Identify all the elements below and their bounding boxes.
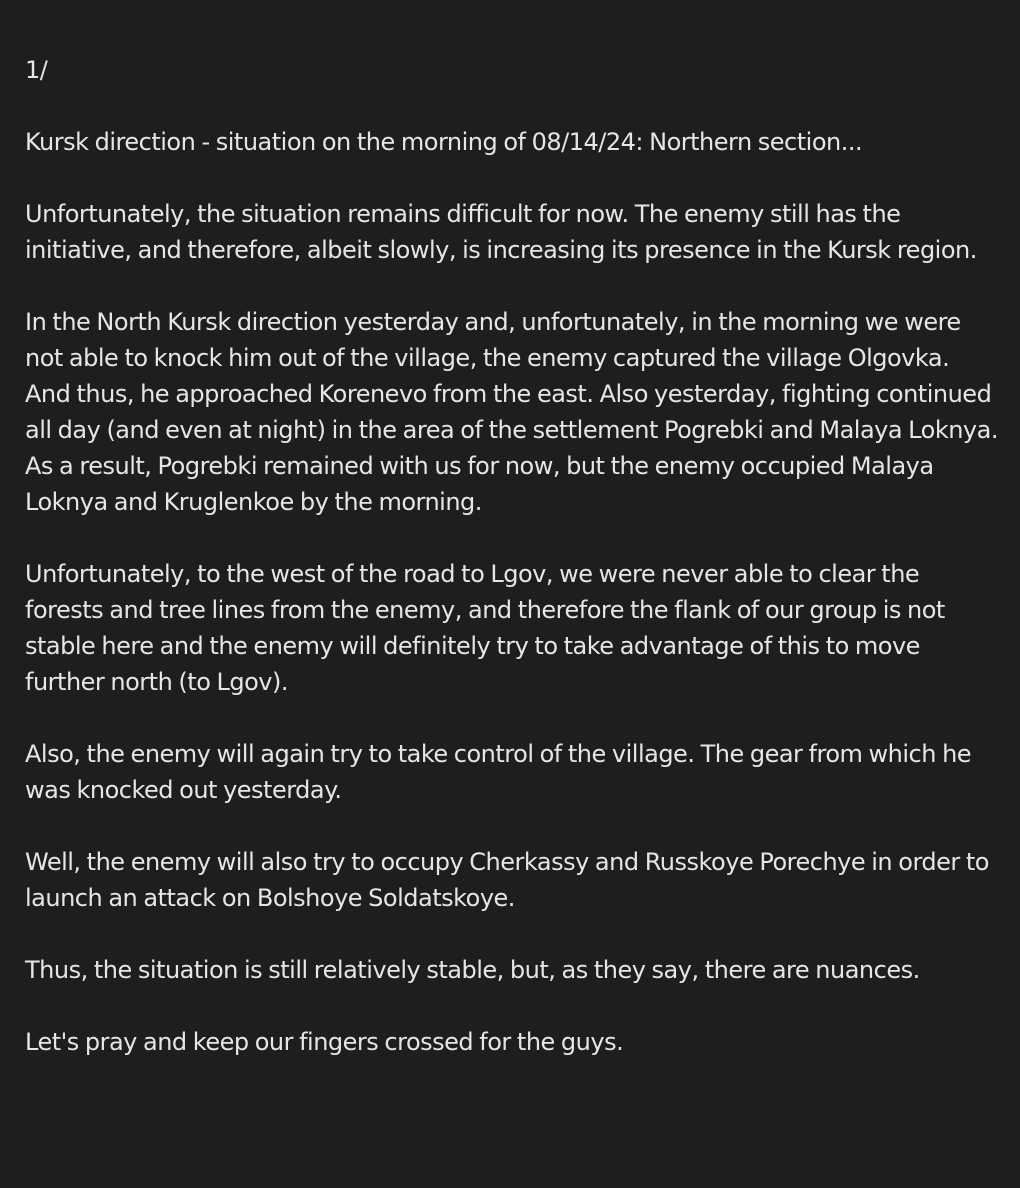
paragraph: Thus, the situation is still relatively stable, but, as they say, there are nuances. bbox=[25, 956, 920, 984]
paragraph: In the North Kursk direction yesterday and, unfortunately, in the morning we were not able to knock him out of the village, the enemy captured the village Olgovka. And thus, he approached Korenevo from the east. Also yesterday, fighting continued all day (and even at night) in the area of the settlement Pogrebki and Malaya Loknya. As a result, Pogrebki remained with us for now, but the enemy occupied Malaya Loknya and Kruglenkoe by the morning. bbox=[25, 308, 998, 516]
note-heading: Kursk direction - situation on the morning of 08/14/24: Northern section... bbox=[25, 128, 863, 156]
paragraph: Unfortunately, to the west of the road to Lgov, we were never able to clear the forests and tree lines from the enemy, and therefore the flank of our group is not stable here and the enemy will definitely try to take advantage of this to move further north (to Lgov). bbox=[25, 560, 945, 696]
note-body bbox=[25, 52, 1000, 1060]
thread-index: 1/ bbox=[25, 56, 48, 84]
closing-paragraph: Let's pray and keep our fingers crossed for the guys. bbox=[25, 1028, 624, 1056]
paragraph: Well, the enemy will also try to occupy Cherkassy and Russkoye Porechye in order to launch an attack on Bolshoye Soldatskoye. bbox=[25, 848, 989, 912]
paragraph: Also, the enemy will again try to take control of the village. The gear from which he was knocked out yesterday. bbox=[25, 740, 972, 804]
paragraph: Unfortunately, the situation remains difficult for now. The enemy still has the initiative, and therefore, albeit slowly, is increasing its presence in the Kursk region. bbox=[25, 200, 977, 264]
